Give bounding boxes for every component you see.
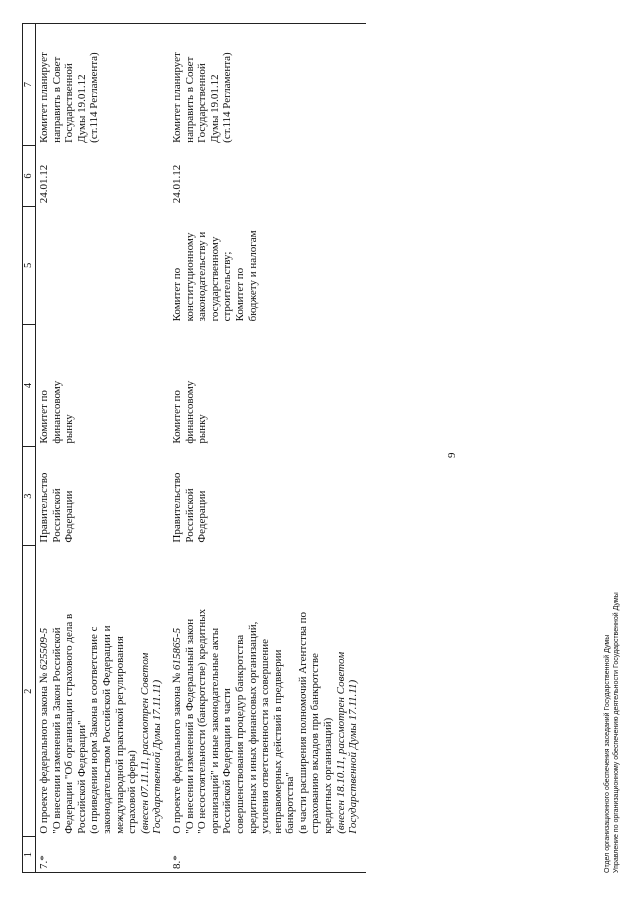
text-line: Федерации "Об организации страхового дела в <box>63 613 76 834</box>
text-line: рынку <box>196 414 209 444</box>
text-line: кредитных организаций) <box>322 717 335 834</box>
col-header: 2 <box>23 546 36 837</box>
text-line: Федерации <box>63 490 76 543</box>
footer-line: Управление по организационному обеспечению деятельности Государственной Думы <box>613 592 620 873</box>
text-line: (ст.114 Регламента) <box>221 52 234 143</box>
initiator <box>170 447 366 546</box>
text-line: неправомерных действий в предвверии <box>271 649 284 834</box>
date <box>36 146 170 206</box>
header-row <box>23 24 36 873</box>
text-line: Комитет планирует <box>170 52 183 143</box>
text-line: страховой сферы) <box>126 750 139 834</box>
text-line: Комитет по <box>233 267 246 322</box>
table-row <box>170 24 366 873</box>
bill-title-prefix: О проекте федерального закона № <box>38 670 50 834</box>
text-line: (о приведении норм Закона в соответствие с <box>88 626 101 834</box>
text-line: Комитет по <box>170 390 183 444</box>
footer <box>603 592 621 873</box>
text-line: Российской <box>183 488 196 543</box>
text-line: (ст.114 Регламента) <box>88 52 101 143</box>
col-header: 1 <box>23 837 36 873</box>
text-line: Российской <box>50 488 63 543</box>
bill-title-prefix: О проекте федерального закона № <box>170 670 183 834</box>
text-line: Думы 19.01.12 <box>208 74 221 143</box>
col-header: 3 <box>23 447 36 546</box>
page-number: 9 <box>446 452 458 458</box>
text-line: конституционному <box>183 232 196 322</box>
text-line: Государственной <box>196 63 209 143</box>
text-line: Правительство <box>38 472 50 543</box>
text-line: организаций" и иные законодательные акты <box>208 627 221 834</box>
col-header: 7 <box>23 24 36 146</box>
text-line: Комитет по <box>170 267 183 322</box>
text-line: "О несостоятельности (банкротстве) кредитных <box>196 608 209 834</box>
bill-title-line <box>38 549 51 834</box>
initiator <box>36 447 170 546</box>
text-line: страхованию вкладов при банкротстве <box>309 653 322 834</box>
text-line: 8.* <box>170 855 183 869</box>
note <box>36 24 170 146</box>
text-line: банкротства" <box>284 772 297 834</box>
text-line: направить в Совет <box>50 56 63 143</box>
text-line: Государственной <box>63 63 76 143</box>
col-header: 5 <box>23 206 36 324</box>
text-line: законодательству и <box>196 231 209 322</box>
bill-title-line <box>171 549 184 834</box>
text-line: кредитных и иных финансовых организаций, <box>246 621 259 834</box>
bill-number: 615865-5 <box>170 627 183 671</box>
responsible-committee <box>36 324 170 446</box>
responsible-committee <box>170 324 366 446</box>
date <box>170 146 366 206</box>
text-line: "О внесении изменений в Федеральный закон <box>183 618 196 834</box>
note <box>170 24 366 146</box>
row-number <box>170 837 366 873</box>
text-line: Правительство <box>170 472 183 543</box>
bill-description <box>36 546 170 837</box>
text-line: финансовому <box>183 380 196 444</box>
text-line: 24.01.12 <box>170 164 183 204</box>
co-committees <box>170 206 366 324</box>
text-line: 24.01.12 <box>38 164 50 204</box>
text-line: Федерации <box>196 490 209 543</box>
text-line: Российской Федерации" <box>75 720 88 834</box>
text-line: усиления ответственности за совершение <box>259 639 272 834</box>
text-line: (внесен 07.11.11, рассмотрен Советом <box>138 652 151 834</box>
text-line: совершенствования процедур банкротства <box>233 634 246 834</box>
bills-table <box>22 23 366 873</box>
footer-line: Отдел организационного обеспечения заседаний Государственной Думы <box>604 634 611 873</box>
text-line: бюджету и налогам <box>246 230 259 322</box>
text-line: строительству; <box>221 251 234 322</box>
text-line: Государственной Думы 17.11.11) <box>347 679 360 834</box>
text-line: Комитет по <box>38 390 50 444</box>
col-header: 4 <box>23 324 36 446</box>
text-line: (внесен 18.10.11, рассмотрен Советом <box>334 651 347 834</box>
text-line: законодательством Российской Федерации и <box>100 625 113 834</box>
text-line: направить в Совет <box>183 56 196 143</box>
text-line: Государственной Думы 17.11.11) <box>151 679 164 834</box>
text-line: 7.* <box>38 855 50 869</box>
text-line: Думы 19.01.12 <box>75 74 88 143</box>
co-committees <box>36 206 170 324</box>
text-line: международной практикой регулирования <box>113 636 126 834</box>
text-line: (в части расширения полномочий Агентства по <box>296 611 309 834</box>
text-line: рынку <box>63 414 76 444</box>
bill-number: 625509-5 <box>38 627 50 671</box>
text-line: Комитет планирует <box>38 52 50 143</box>
col-header: 6 <box>23 146 36 206</box>
text-line: "О внесении изменений в Закон Российской <box>50 627 63 834</box>
text-line: Российской Федерации в части <box>221 688 234 834</box>
text-line: финансовому <box>50 380 63 444</box>
bill-description <box>170 546 366 837</box>
text-line: государственному <box>208 236 221 322</box>
table-row <box>36 24 170 873</box>
row-number <box>36 837 170 873</box>
